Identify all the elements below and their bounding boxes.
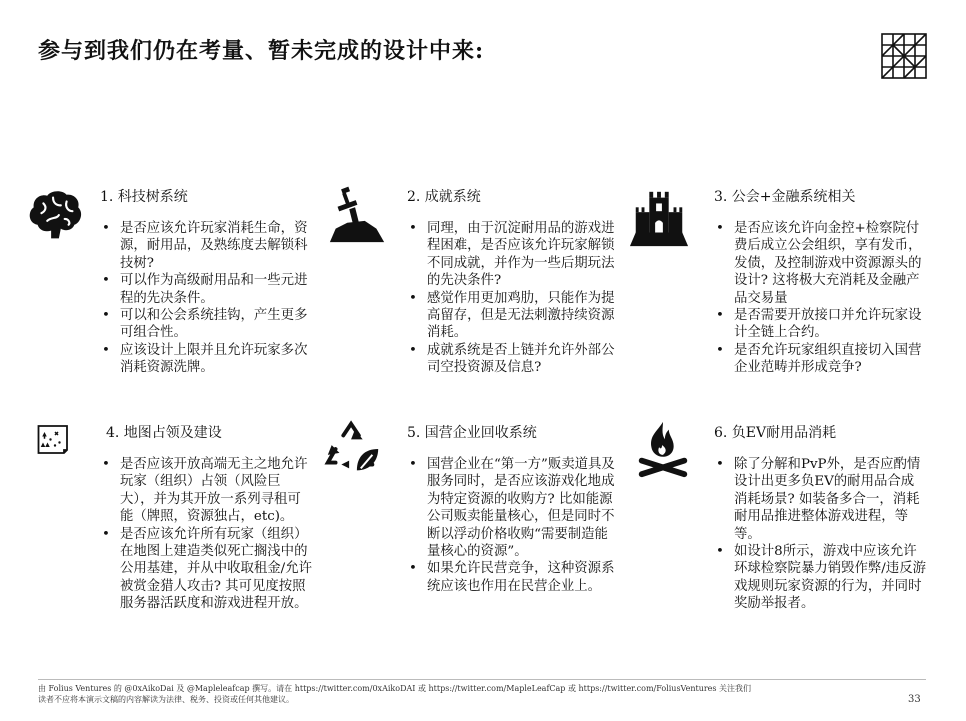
item-heading: 2. 成就系统: [407, 189, 481, 205]
item-heading: 6. 负EV耐用品消耗: [714, 425, 837, 441]
list-item: • 除了分解和PvP外，是否应酌情设计出更多负EV的耐用品合成消耗场景? 如装备多合一，消耗耐用品推进整体游戏进程，等等。: [714, 456, 926, 543]
item-heading: 5. 国营企业回收系统: [407, 425, 537, 441]
page-title: 参与到我们仍在考量、暂未完成的设计中来:: [38, 38, 485, 64]
list-item: • 是否应该允许所有玩家（组织）在地图上建造类似死亡搁浅中的公用基建，并从中收取租金/允许被赏金猎人攻击? 其可见度按照服务器活跃度和游戏进程开放。: [100, 526, 312, 613]
sword-in-stone-icon: [326, 184, 388, 246]
list-item: • 是否需要开放接口并允许玩家设计全链上合约。: [714, 307, 926, 342]
item-negative-ev: [628, 418, 928, 663]
list-item: • 可以和公会系统挂钩，产生更多可组合性。: [100, 307, 312, 342]
folius-logo-icon: [881, 33, 927, 79]
map-icon: [34, 420, 82, 468]
list-item: • 应该设计上限并且允许玩家多次消耗资源洗牌。: [100, 342, 312, 377]
item-guild-finance: [628, 184, 928, 394]
item-achievement: [330, 184, 620, 394]
bullet-list: [100, 220, 312, 377]
item-tech-tree: [24, 184, 314, 394]
list-item: • 感觉作用更加鸡肋，只能作为提高留存，但是无法刺激持续资源消耗。: [407, 290, 617, 342]
list-item: • 同理，由于沉淀耐用品的游戏进程困难，是否应该允许玩家解锁不同成就，并作为一些后期玩法的先决条件?: [407, 220, 617, 290]
list-item: • 是否应该开放高端无主之地允许玩家（组织）占领（风险巨大），并为其开放一系列寻租可能（牌照，资源独占，etc)。: [100, 456, 312, 526]
list-item: • 如果允许民营竞争，这种资源系统应该也作用在民营企业上。: [407, 560, 617, 595]
bullet-list: [407, 220, 617, 377]
item-heading: 4. 地图占领及建设: [106, 425, 222, 441]
list-item: • 可以作为高级耐用品和一些元进程的先决条件。: [100, 272, 312, 307]
page-number: 33: [908, 694, 921, 705]
item-heading: 3. 公会+金融系统相关: [714, 189, 856, 205]
recycle-icon: [322, 418, 384, 480]
item-heading: 1. 科技树系统: [100, 189, 188, 205]
castle-icon: [628, 186, 690, 248]
brain-icon: [24, 186, 86, 248]
bullet-list: [100, 456, 312, 613]
list-item: • 是否应该允许向金控+检察院付费后成立公会组织，享有发币，发债，及控制游戏中资源源头的设计? 这将极大充消耗及金融产品交易量: [714, 220, 926, 307]
bullet-list: [714, 456, 926, 613]
footer-divider: [38, 679, 926, 680]
item-state-recycling: [330, 418, 620, 663]
list-item: • 国营企业在“第一方”贩卖道具及服务同时，是否应该游戏化地成为特定资源的收购方? 比如能源公司贩卖能量核心，但是同时不断以浮动价格收购“需要制造能量核心的资源”。: [407, 456, 617, 560]
campfire-icon: [632, 418, 694, 480]
footer-disclaimer: 由 Folius Ventures 的 @0xAikoDai 及 @Mapleleafcap 撰写。请在 https://twitter.com/0xAikoDAI 或 https://twitter.com/MapleLeafCap 或 https://twitter.com/FoliusVentures 关注我们 读者不应将本演示文稿的内容解读为法律、税务、投资或任何其他建议。: [38, 684, 752, 704]
list-item: • 是否允许玩家组织直接切入国营企业范畴并形成竞争?: [714, 342, 926, 377]
list-item: • 成就系统是否上链并允许外部公司空投资源及信息?: [407, 342, 617, 377]
list-item: • 是否应该允许玩家消耗生命，资源，耐用品，及熟练度去解锁科技树?: [100, 220, 312, 272]
item-map-occupation: [24, 418, 314, 663]
bullet-list: [714, 220, 926, 377]
list-item: • 如设计8所示，游戏中应该允许环球检察院暴力销毁作弊/违反游戏规则玩家资源的行为，并同时奖励举报者。: [714, 543, 926, 613]
bullet-list: [407, 456, 617, 595]
